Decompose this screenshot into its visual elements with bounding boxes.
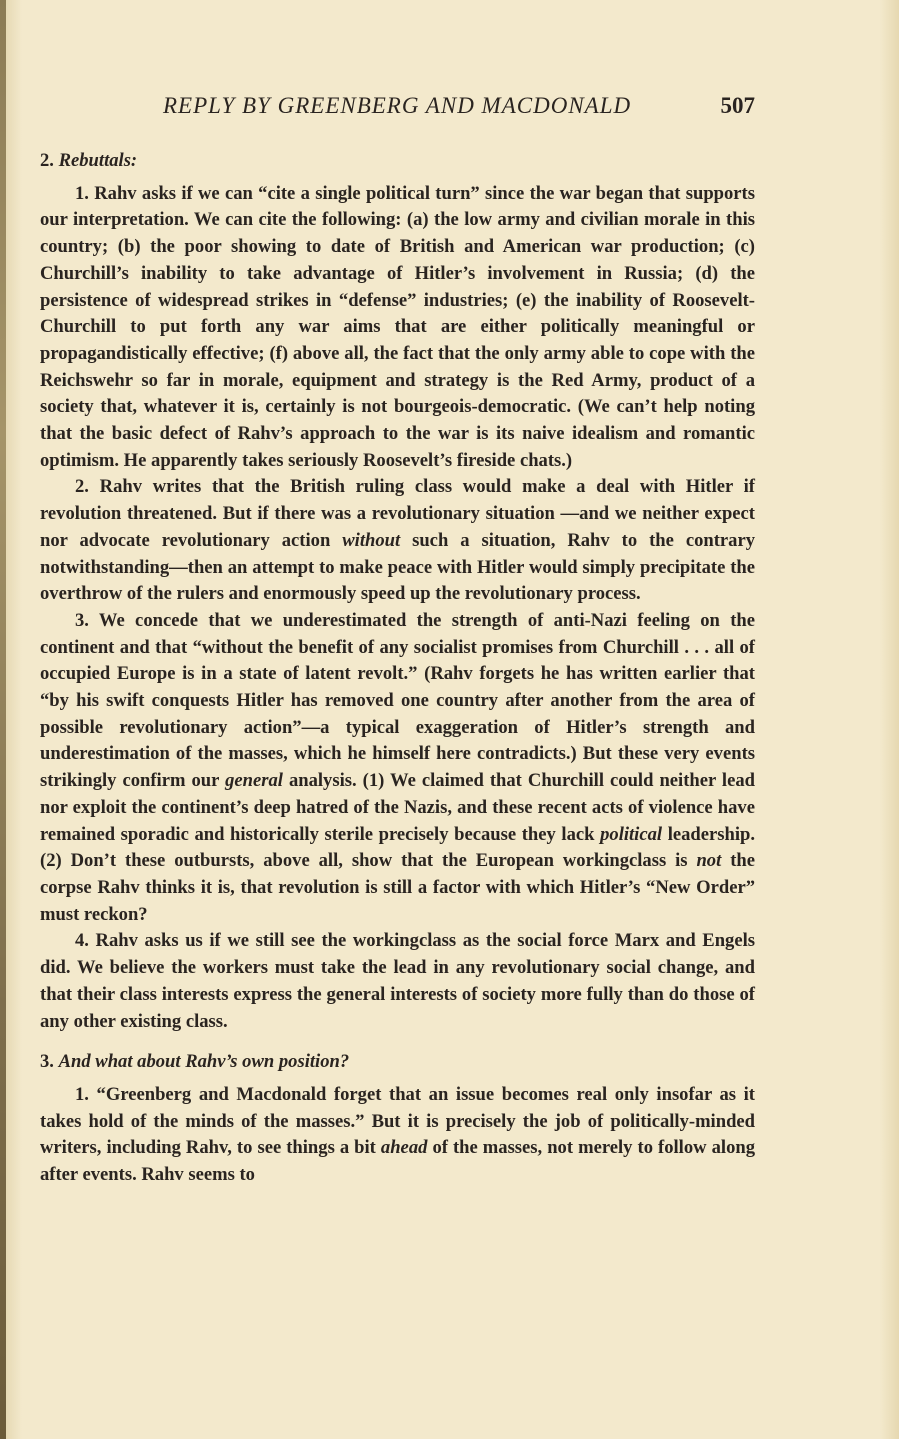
paragraph-rebuttal-4: 4. Rahv asks us if we still see the workingclass as the social force Marx and Engels did. We believe the workers must take the lead in any revolutionary social change, and that their class interests express the general interests of society more fully than do those of any other existing class. [40,930,755,1032]
text-run: 2. Rahv writes that the British ruling class would make a deal with Hitler if revolution threatened. But if there was a revolutionary situation —and we neither expect nor advocate revolutionary action [40,476,755,551]
page-body [40,148,755,1189]
page-header [40,93,755,125]
emphasis-text: political [600,823,663,845]
paragraph-rebuttal-3 [40,608,755,928]
book-spine-edge [0,0,6,1439]
section-heading-rebuttals [40,148,755,175]
running-head: REPLY BY GREENBERG AND MACDONALD [163,93,632,118]
text-run: the corpse Rahv thinks it is, that revolution is still a factor with which Hitler’s “New Order” must reckon? [40,850,755,925]
emphasis-text: general [225,770,283,792]
section-number: 3. [40,1051,54,1073]
emphasis-text: not [696,850,722,872]
section-title: And what about Rahv’s own position? [58,1051,350,1073]
page-number: 507 [720,93,755,118]
section-title: Rebuttals: [58,150,138,171]
emphasis-text: ahead [380,1137,428,1159]
section-heading-rahv-position [40,1049,755,1076]
text-run: leadership. (2) Don’t these outbursts, above all, show that the European workingclass is [40,823,755,872]
text-run: such a situation, Rahv to the contrary notwithstanding—then an attempt to make peace with Hitler would simply precipitate the overthrow of the rulers and enormously speed up the revolutionary process. [40,529,755,605]
text-run: 3. We concede that we underestimated the strength of anti-Nazi feeling on the continent and that “without the benefit of any socialist promises from Churchill . . . all of occupied Europe is in a state of latent revolt.” (Rahv forgets he has written earlier that “by his swift conquests Hitler has removed one country after another from the area of possible revolutionary action”—a typical exaggeration of Hitler’s strength and underestimation of the masses, which he himself here contradicts.) But these very events strikingly confirm our [40,609,755,792]
section-number: 2. [40,150,54,171]
text-run: 1. “Greenberg and Macdonald forget that an issue becomes real only insofar as it takes hold of the minds of the masses.” But it is precisely the job of politically-minded writers, including Rahv, to see things a bit [40,1083,755,1159]
text-run: of the masses, not merely to follow along after events. Rahv seems to [40,1137,755,1186]
paragraph-rebuttal-1: 1. Rahv asks if we can “cite a single political turn” since the war began that supports our interpretation. We can cite the following: (a) the low army and civilian morale in this country; (b) the poor showing to date of British and American war production; (c) Churchill’s inability to take advantage of Hitler’s involvement in Russia; (d) the persistence of widespread strikes in “defense” industries; (e) the inability of Roosevelt-Churchill to put forth any war aims that are either politically meaningful or propagandistically effective; (f) above all, the fact that the only army able to cope with the Reichswehr so far in morale, equipment and strategy is the Red Army, product of a society that, whatever it is, certainly is not bourgeois-democratic. (We can’t help noting that the basic defect of Rahv’s approach to the war is its naive idealism and romantic optimism. He apparently takes seriously Roosevelt’s fireside chats.) [40,182,755,471]
paragraph-rebuttal-2 [40,474,755,608]
emphasis-text: without [342,529,401,551]
text-run: analysis. (1) We claimed that Churchill could neither lead nor exploit the continent’s deep hatred of the Nazis, and these recent acts of violence have remained sporadic and historically sterile precisely because they lack [40,770,755,845]
paragraph-rahv-1 [40,1082,755,1189]
